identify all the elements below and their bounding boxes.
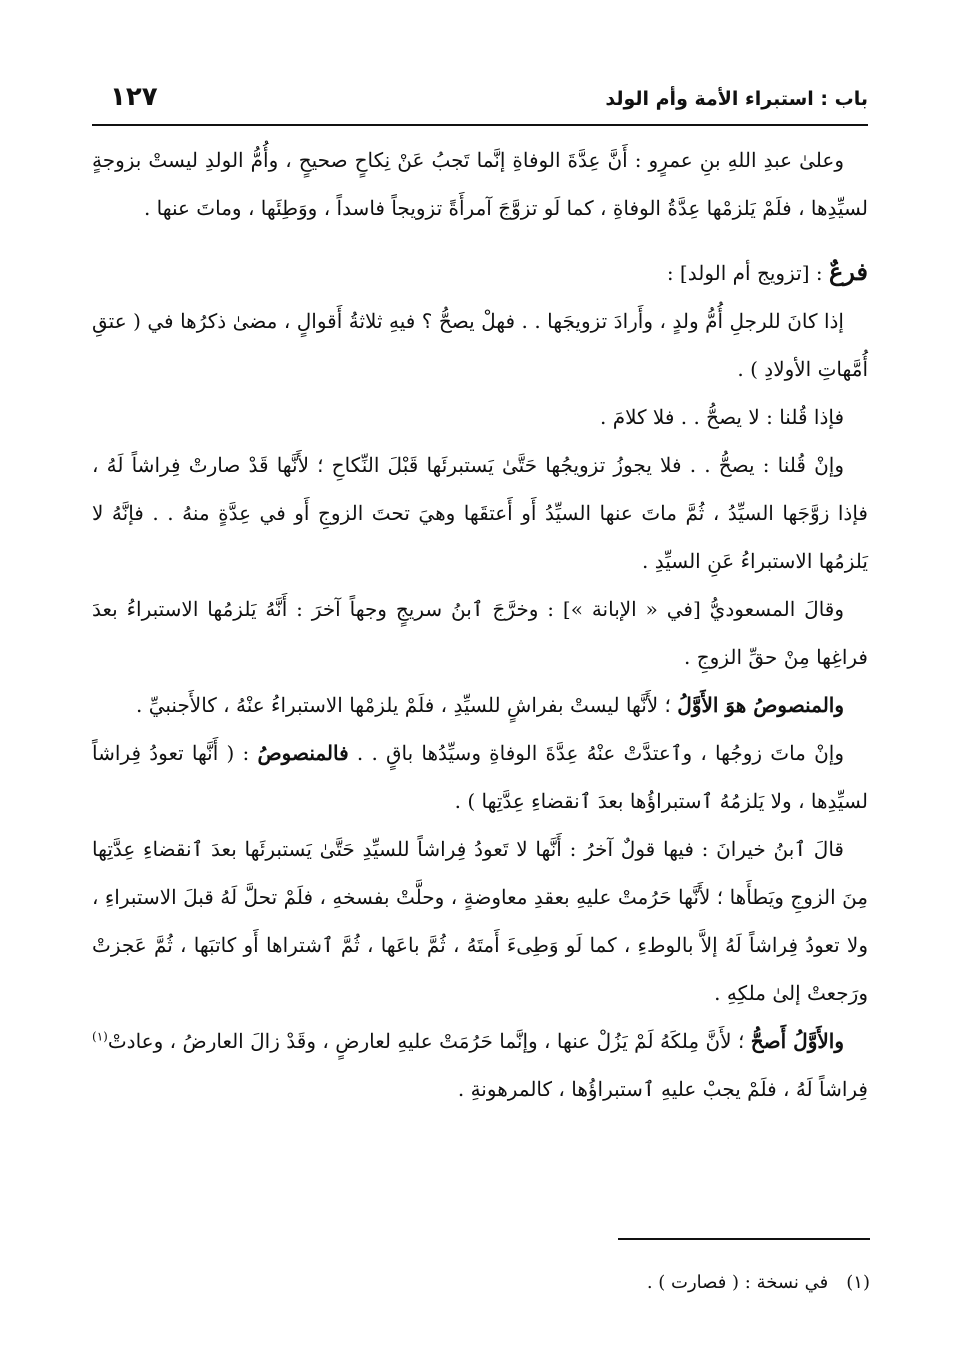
footnote xyxy=(94,1268,870,1298)
footnote-text: في نسخة : ( فصارت ) . xyxy=(646,1272,829,1293)
paragraph xyxy=(92,825,868,1017)
bold-ruling: والأَوَّلُ أَصحُّ xyxy=(750,1029,844,1053)
paragraph xyxy=(92,297,868,393)
paragraph-text: وإنْ ماتَ زوجُها ، وٱعتدَّتْ عنْهُ عِدَّةَ الوفاةِ وسيِّدُها باقٍ . . xyxy=(348,741,844,765)
footnote-divider xyxy=(618,1238,870,1240)
chapter-title: باب : استبراء الأمة وأم الولد xyxy=(605,88,868,110)
paragraph-text: وإنْ قُلنا : يصحُّ . . فلا يجوزُ تزويجُها حَتَّىٰ يَستبرئَها قَبْلَ النِّكاحِ ؛ لأَنَّها قَدْ صارتْ فِراشاً لَهُ ، فإذا زوَّجَها السيِّدُ ، ثُمَّ ماتَ عنها السيِّدُ أَو أَعتقَها وهيَ تحتَ الزوجِ أَو في عِدَّةٍ منهُ . . فإنَّهُ لا يَلزمُها الاستبراءُ عَنِ السيِّدِ . xyxy=(92,453,868,573)
section-heading-word: فرعٌ xyxy=(828,257,868,286)
paragraph-text: ؛ لأَنَّها ليستْ بفراشٍ للسيِّدِ ، فلَمْ يلزمْها الاستبراءُ عنْهُ ، كالأَجنبيِّ . xyxy=(135,693,678,717)
paragraph xyxy=(92,393,868,441)
paragraph-text: قالَ ٱبنُ خيرانَ : فيها قولٌ آخرُ : أَنَّها لا تَعودُ فِراشاً للسيِّدِ حَتَّىٰ يَستبرئَها بعدَ ٱنقضاءِ عِدَّتِها مِنَ الزوجِ ويَطأَها ؛ لأَنَّها حَرُمتْ عليهِ بعقدِ معاوضةٍ ، وحلَّتْ بفسخهِ ، فلَمْ تحلَّ لَهُ قبلَ الاستبراءِ ، ولا تعودُ فِراشاً لَهُ إلاَّ بالوطءِ ، كما لَو وَطِىءَ أَمتَهُ ، ثُمَّ باعَها ، ثُمَّ ٱشتراها أَو كاتبَها ، ثُمَّ عَجزتْ ورَجعتْ إلىٰ ملكِهِ . xyxy=(92,837,869,1005)
footnote-number: (١) xyxy=(846,1272,870,1293)
paragraph-text: ؛ لأَنَّ مِلكَهُ لَمْ يَزُلْ عنها ، وإنَّما حَرُمَتْ عليهِ لعارضٍ ، وقَدْ زالَ العارضُ ، وعادتْ xyxy=(107,1029,751,1053)
paragraph-text: فِراشاً لَهُ ، فلَمْ يجبْ عليهِ ٱستبراؤُها ، كالمرهونةِ . xyxy=(457,1077,868,1101)
paragraph-text: وقالَ المسعوديُّ [في « الإبانة »] : وخرَّجَ ٱبنُ سريجٍ وجهاً آخرَ : أَنَّهُ يَلزمُها الاستبراءُ بعدَ فراغِها مِنْ حقِّ الزوجِ . xyxy=(92,597,868,669)
page-number: ١٢٧ xyxy=(110,82,158,112)
header-divider xyxy=(92,124,868,126)
main-text xyxy=(92,136,868,1113)
running-header xyxy=(92,82,868,120)
bold-ruling: والمنصوصُ هوَ الأَوَّلُ xyxy=(677,693,844,717)
section-heading-text: : [تزويج أم الولد] : xyxy=(666,261,829,285)
paragraph-text: : ( أَنَّها تعودُ فِراشاً لسيِّدِها ، ولا يَلزمُهُ ٱستبراؤُها بعدَ ٱنقضاءِ عِدَّتِها ) . xyxy=(92,741,868,813)
paragraph-text: فإذا قُلنا : لا يصحُّ . . فلا كلامَ . xyxy=(599,405,844,429)
paragraph xyxy=(92,681,868,729)
paragraph-text: وعلىٰ عبدِ اللهِ بنِ عمرٍو : أَنَّ عِدَّةَ الوفاةِ إنَّما تَجبُ عَنْ نِكاحٍ صحيحٍ ، وأُمُّ الولدِ ليستْ بزوجةٍ لسيِّدِها ، فلَمْ يَلزمْها عِدَّةُ الوفاةِ ، كما لَو تزوَّجَ آمرأَةً تزويجاً فاسداً ، ووَطِئَها ، وماتَ عنها . xyxy=(92,148,868,220)
footnote-marker[interactable]: (١) xyxy=(92,1029,108,1044)
section-heading xyxy=(92,248,868,297)
paragraph xyxy=(92,729,868,825)
paragraph xyxy=(92,441,868,585)
paragraph xyxy=(92,585,868,681)
paragraph xyxy=(92,1017,868,1113)
paragraph-text: إذا كانَ للرجلِ أُمُّ ولدٍ ، وأَرادَ تزويجَها . . فهلْ يصحُّ ؟ فيهِ ثلاثةُ أَقوالٍ ، مضىٰ ذكرُها في ( عتقِ أُمَّهاتِ الأولادِ ) . xyxy=(92,309,868,381)
bold-ruling: فالمنصوصُ xyxy=(257,741,349,765)
paragraph xyxy=(92,136,868,232)
